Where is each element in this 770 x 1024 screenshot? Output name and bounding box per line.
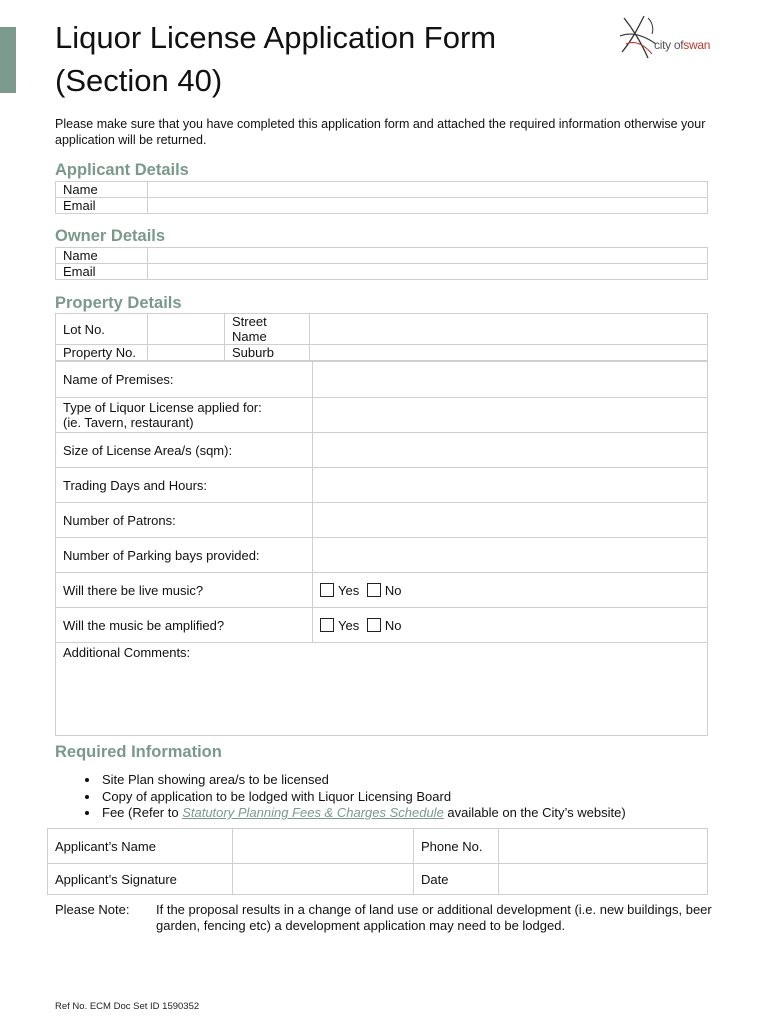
- logo-wordmark: [654, 38, 710, 52]
- swan-logo-icon: [618, 14, 658, 60]
- license-type-field[interactable]: [313, 398, 708, 433]
- lot-label: Lot No.: [56, 314, 148, 345]
- list-item: • Site Plan showing area/s to be licensed: [100, 772, 626, 789]
- applicant-name-signoff-label: Applicant’s Name: [48, 829, 233, 864]
- phone-label: Phone No.: [414, 829, 499, 864]
- premises-name-label: Name of Premises:: [56, 362, 313, 398]
- property-table: [55, 313, 708, 361]
- fees-schedule-link[interactable]: Statutory Planning Fees & Charges Schedule: [182, 805, 444, 820]
- title-line-2: (Section 40): [55, 63, 223, 98]
- required-list: [78, 772, 626, 822]
- live-music-no-label: No: [384, 582, 402, 598]
- amplified-options: [313, 608, 708, 643]
- live-music-no-checkbox[interactable]: [367, 583, 381, 597]
- premises-table: [55, 361, 708, 736]
- city-logo: [618, 14, 718, 64]
- signoff-table: [47, 828, 708, 895]
- amplified-no-label: No: [384, 617, 402, 633]
- patrons-field[interactable]: [313, 503, 708, 538]
- live-music-label: Will there be live music?: [56, 573, 313, 608]
- applicant-table: [55, 181, 708, 214]
- property-no-label: Property No.: [56, 345, 148, 361]
- amplified-label: Will the music be amplified?: [56, 608, 313, 643]
- logo-text-swan: swan: [683, 38, 711, 52]
- suburb-field[interactable]: [310, 345, 708, 361]
- date-label: Date: [414, 864, 499, 895]
- license-size-field[interactable]: [313, 433, 708, 468]
- phone-field[interactable]: [499, 829, 708, 864]
- required-heading: Required Information: [55, 743, 222, 761]
- owner-email-field[interactable]: [148, 264, 708, 280]
- property-no-field[interactable]: [148, 345, 225, 361]
- intro-text: Please make sure that you have completed this application form and attached the required information otherwise your application will be returned.: [55, 117, 706, 147]
- applicant-name-signoff-field[interactable]: [233, 829, 414, 864]
- license-type-label-2: (ie. Tavern, restaurant): [63, 415, 194, 430]
- patrons-label: Number of Patrons:: [56, 503, 313, 538]
- amplified-no-checkbox[interactable]: [367, 618, 381, 632]
- lot-field[interactable]: [148, 314, 225, 345]
- property-heading: Property Details: [55, 294, 182, 312]
- applicant-name-field[interactable]: [148, 182, 708, 198]
- trading-hours-field[interactable]: [313, 468, 708, 503]
- signature-field[interactable]: [233, 864, 414, 895]
- owner-email-label: Email: [56, 264, 148, 280]
- fee-text-post: available on the City’s website): [443, 805, 626, 820]
- street-field[interactable]: [310, 314, 708, 345]
- suburb-label: Suburb: [225, 345, 310, 361]
- trading-hours-label: Trading Days and Hours:: [56, 468, 313, 503]
- note-label: Please Note:: [55, 902, 130, 917]
- parking-field[interactable]: [313, 538, 708, 573]
- live-music-yes-checkbox[interactable]: [320, 583, 334, 597]
- license-type-label-1: Type of Liquor License applied for:: [63, 400, 262, 415]
- applicant-name-label: Name: [56, 182, 148, 198]
- owner-heading: Owner Details: [55, 227, 166, 245]
- amplified-yes-label: Yes: [338, 617, 360, 633]
- premises-name-field[interactable]: [313, 362, 708, 398]
- list-item: [100, 805, 626, 822]
- logo-text-city: city of: [654, 38, 684, 52]
- document-reference: Ref No. ECM Doc Set ID 1590352: [55, 1001, 200, 1012]
- license-size-label: Size of License Area/s (sqm):: [56, 433, 313, 468]
- signature-label: Applicant’s Signature: [48, 864, 233, 895]
- applicant-email-field[interactable]: [148, 198, 708, 214]
- title-line-1: Liquor License Application Form: [55, 20, 497, 55]
- applicant-heading: Applicant Details: [55, 161, 189, 179]
- owner-table: [55, 247, 708, 280]
- date-field[interactable]: [499, 864, 708, 895]
- fee-text-pre: Fee (Refer to: [102, 805, 183, 820]
- list-item: • Copy of application to be lodged with Liquor Licensing Board: [100, 789, 626, 806]
- page-title: [55, 16, 496, 102]
- parking-label: Number of Parking bays provided:: [56, 538, 313, 573]
- side-accent-bar: [0, 27, 16, 93]
- amplified-yes-checkbox[interactable]: [320, 618, 334, 632]
- comments-label: Additional Comments:: [63, 645, 191, 660]
- license-type-label: [56, 398, 313, 433]
- owner-name-label: Name: [56, 248, 148, 264]
- comments-field[interactable]: [56, 643, 708, 736]
- street-label: Street Name: [225, 314, 310, 345]
- live-music-yes-label: Yes: [338, 582, 360, 598]
- live-music-options: [313, 573, 708, 608]
- note-body: If the proposal results in a change of land use or additional development (i.e. new buildings, beer garden, fencing etc) a development application may need to be lodged.: [156, 902, 712, 933]
- applicant-email-label: Email: [56, 198, 148, 214]
- owner-name-field[interactable]: [148, 248, 708, 264]
